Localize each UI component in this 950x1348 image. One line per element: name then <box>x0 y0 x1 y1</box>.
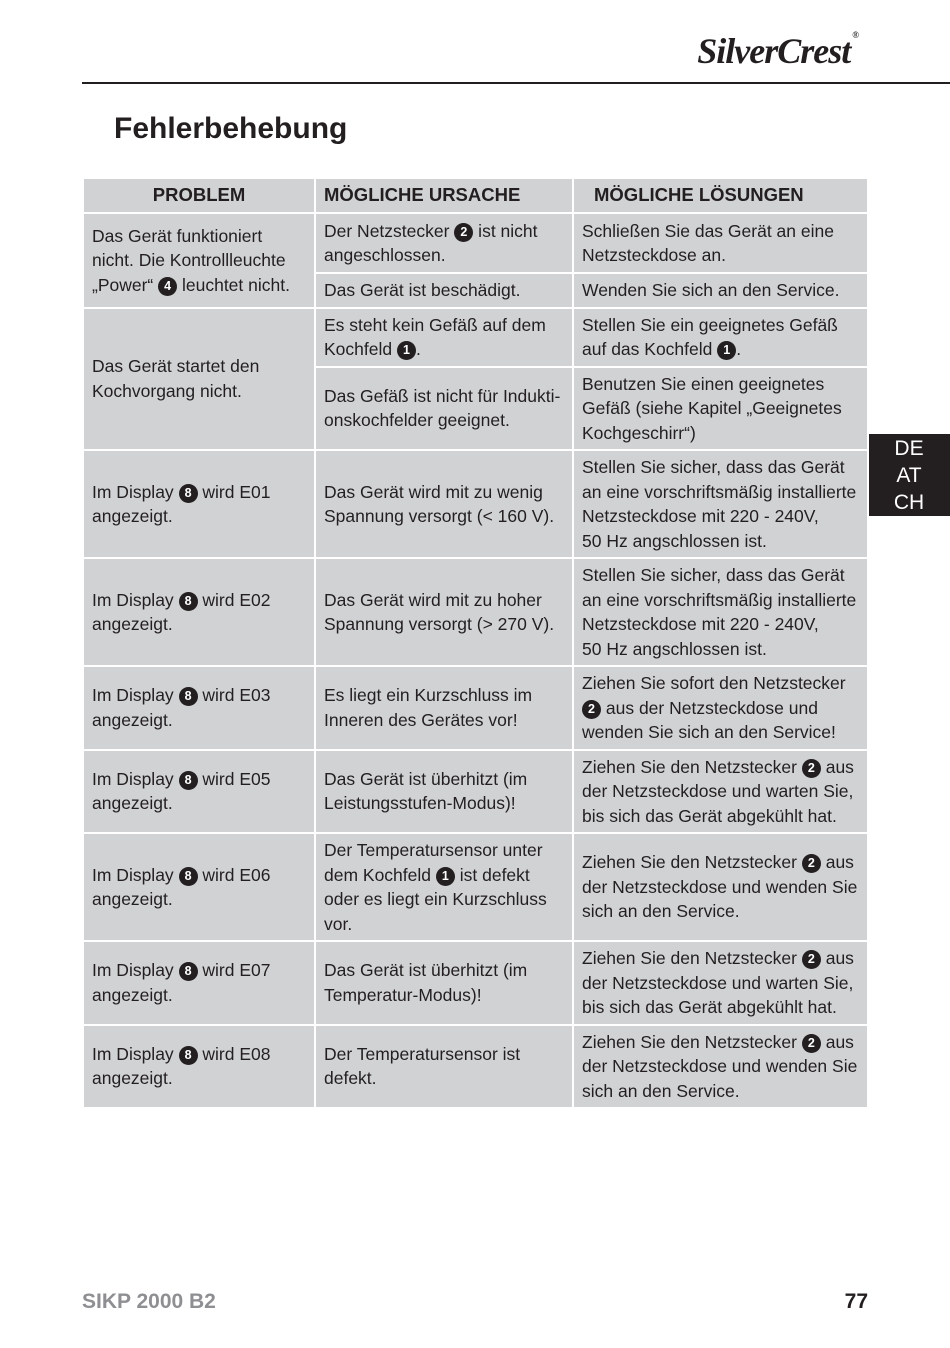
reference-number-icon: 1 <box>436 867 455 886</box>
cell-text: wird E05 angezeigt. <box>92 768 271 814</box>
table-row <box>83 558 868 666</box>
cell-text: Schließen Sie das Gerät an eine Netzsteckdose an. <box>582 220 834 265</box>
reference-number-icon: 8 <box>179 771 198 790</box>
cause-cell <box>315 666 573 750</box>
page-number: 77 <box>844 1290 868 1313</box>
cell-text: Das Gerät startet den Kochvorgang nicht. <box>92 356 260 401</box>
cause-text <box>324 1042 564 1091</box>
solution-text <box>582 219 859 268</box>
cell-text: aus der Netzsteckdose und wenden Sie sich an den Service. <box>582 852 858 922</box>
cell-text: Das Gerät ist überhitzt (im Temperatur-Modus)! <box>324 960 528 1005</box>
solution-text <box>582 563 859 661</box>
registered-mark: ® <box>852 30 858 40</box>
cell-text: Das Gerät ist beschädigt. <box>324 280 521 300</box>
problem-text <box>92 958 306 1007</box>
cause-cell <box>315 367 573 451</box>
cell-text: . <box>736 339 742 359</box>
solution-cell <box>573 666 868 750</box>
cause-text <box>324 588 564 637</box>
cell-text: Es steht kein Gefäß auf dem Kochfeld <box>324 314 546 359</box>
solution-cell <box>573 308 868 367</box>
cell-text: leuchtet nicht. <box>177 274 290 295</box>
table-row <box>83 1025 868 1109</box>
reference-number-icon: 1 <box>717 341 736 360</box>
reference-number-icon: 8 <box>179 592 198 611</box>
cell-text: wird E07 angezeigt. <box>92 960 271 1005</box>
solution-text <box>582 372 859 446</box>
cause-text <box>324 278 564 303</box>
cause-cell <box>315 833 573 941</box>
cell-text: Im Display <box>92 1043 179 1064</box>
cell-text: wird E03 angezeigt. <box>92 685 271 730</box>
cell-text: Im Display <box>92 589 179 610</box>
problem-cell <box>83 450 315 558</box>
cause-text <box>324 384 564 433</box>
solution-cell <box>573 273 868 308</box>
cell-text: Es liegt ein Kurzschluss im Inneren des Gerätes vor! <box>324 685 533 730</box>
problem-cell <box>83 941 315 1025</box>
table-row <box>83 666 868 750</box>
cause-cell <box>315 308 573 367</box>
cell-text: Das Gerät wird mit zu wenig Spannung versorgt (< 160 V). <box>324 481 555 526</box>
reference-number-icon: 2 <box>454 223 473 242</box>
lang-at: AT <box>896 463 922 487</box>
solution-cell <box>573 941 868 1025</box>
table-row <box>83 213 868 273</box>
solution-cell <box>573 1025 868 1109</box>
problem-text <box>92 767 306 816</box>
cell-text: . <box>415 339 421 359</box>
reference-number-icon: 8 <box>179 962 198 981</box>
cell-text: ist defekt oder es liegt ein Kurzschluss vor. <box>324 864 547 934</box>
reference-number-icon: 2 <box>582 700 601 719</box>
cell-text: Benutzen Sie einen geeignetes Gefäß (siehe Kapitel „Geeignetes Kochgeschirr“) <box>582 373 842 443</box>
cause-cell <box>315 558 573 666</box>
problem-text <box>92 354 306 403</box>
solution-cell <box>573 558 868 666</box>
cell-text: wird E01 angezeigt. <box>92 481 271 526</box>
cell-text: Der Temperatursensor ist defekt. <box>324 1043 521 1089</box>
reference-number-icon: 8 <box>179 1046 198 1065</box>
cell-text: Im Display <box>92 864 179 885</box>
problem-cell <box>83 558 315 666</box>
solution-text <box>582 278 859 303</box>
table-row <box>83 450 868 558</box>
table-row <box>83 941 868 1025</box>
solution-cell <box>573 213 868 273</box>
reference-number-icon: 8 <box>179 867 198 886</box>
reference-number-icon: 2 <box>802 759 821 778</box>
lang-de: DE <box>894 436 924 460</box>
cell-text: wird E02 angezeigt. <box>92 589 271 634</box>
solution-text <box>582 946 859 1020</box>
solution-text <box>582 1030 859 1104</box>
reference-number-icon: 8 <box>179 687 198 706</box>
cell-text: Der Netzstecker <box>324 220 455 241</box>
cell-text: Das Gerät funktioniert nicht. Die Kontrollleuchte „Power“ <box>92 225 286 295</box>
solution-text <box>582 313 859 362</box>
cause-cell <box>315 1025 573 1109</box>
table-row <box>83 833 868 941</box>
cell-text: Ziehen Sie den Netzstecker <box>582 756 802 777</box>
header-solution: MÖGLICHE LÖSUNGEN <box>573 178 868 213</box>
cause-cell <box>315 750 573 834</box>
cell-text: wird E08 angezeigt. <box>92 1043 271 1089</box>
cell-text: Ziehen Sie den Netzstecker <box>582 948 802 968</box>
cause-text <box>324 767 564 816</box>
problem-text <box>92 588 306 637</box>
problem-cell <box>83 750 315 834</box>
cause-text <box>324 219 564 268</box>
solution-cell <box>573 450 868 558</box>
problem-text <box>92 1042 306 1091</box>
cell-text: Der Temperatursensor unter dem Kochfeld <box>324 840 543 885</box>
cause-text <box>324 480 564 529</box>
reference-number-icon: 1 <box>397 341 416 360</box>
header-rule <box>82 82 950 84</box>
table-row <box>83 308 868 367</box>
problem-cell <box>83 666 315 750</box>
cause-text <box>324 838 564 936</box>
solution-cell <box>573 750 868 834</box>
cell-text: Ziehen Sie den Netzstecker <box>582 1031 802 1052</box>
solution-cell <box>573 833 868 941</box>
cell-text: aus der Netzsteckdose und warten Sie, bis sich das Gerät abgekühlt hat. <box>582 756 854 826</box>
cell-text: Stellen Sie sicher, dass das Gerät an eine vorschriftsmäßig installierte Netzsteckdose mit 220 - 240V, 50 Hz angschlossen ist. <box>582 565 857 659</box>
table-body <box>83 213 868 1108</box>
problem-text <box>92 224 306 298</box>
table-row <box>83 750 868 834</box>
cell-text: aus der Netzsteckdose und wenden Sie sich an den Service. <box>582 1031 858 1101</box>
cell-text: Ziehen Sie den Netzstecker <box>582 852 802 873</box>
problem-cell <box>83 308 315 451</box>
troubleshooting-table <box>82 177 869 1109</box>
problem-text <box>92 683 306 732</box>
cell-text: Wenden Sie sich an den Service. <box>582 280 840 300</box>
brand-logo <box>697 30 858 72</box>
cell-text: aus der Netzsteckdose und warten Sie, bis sich das Gerät abgekühlt hat. <box>582 948 854 1017</box>
page-title: Fehlerbehebung <box>114 112 348 145</box>
problem-cell <box>83 213 315 308</box>
cause-text <box>324 313 564 362</box>
cell-text: Im Display <box>92 481 179 502</box>
cause-text <box>324 958 564 1007</box>
problem-text <box>92 863 306 912</box>
language-tab <box>868 434 950 516</box>
reference-number-icon: 4 <box>158 277 177 296</box>
cell-text: Das Gerät wird mit zu hoher Spannung versorgt (> 270 V). <box>324 589 555 634</box>
solution-text <box>582 755 859 829</box>
cause-cell <box>315 450 573 558</box>
reference-number-icon: 2 <box>802 1034 821 1053</box>
cause-cell <box>315 273 573 308</box>
lang-ch: CH <box>893 490 925 514</box>
solution-text <box>582 671 859 745</box>
reference-number-icon: 2 <box>802 950 821 969</box>
cell-text: Im Display <box>92 768 179 789</box>
reference-number-icon: 2 <box>802 854 821 873</box>
cause-cell <box>315 941 573 1025</box>
cell-text: Stellen Sie sicher, dass das Gerät an eine vorschriftsmäßig installierte Netzsteckdose mit 220 - 240V, 50 Hz angschlossen ist. <box>582 457 857 551</box>
cell-text: ist nicht angeschlossen. <box>324 220 538 265</box>
cell-text: Das Gefäß ist nicht für Indukti- onskochfelder geeignet. <box>324 385 561 431</box>
cell-text: Das Gerät ist überhitzt (im Leistungsstufen-Modus)! <box>324 768 528 814</box>
solution-text <box>582 850 859 924</box>
cause-cell <box>315 213 573 273</box>
problem-cell <box>83 1025 315 1109</box>
cell-text: aus der Netzsteckdose und wenden Sie sich an den Service! <box>582 697 836 742</box>
problem-cell <box>83 833 315 941</box>
reference-number-icon: 8 <box>179 484 198 503</box>
cell-text: wird E06 angezeigt. <box>92 864 271 909</box>
model-number: SIKP 2000 B2 <box>82 1290 216 1313</box>
cell-text: Ziehen Sie sofort den Netzstecker <box>582 673 846 693</box>
header-problem: PROBLEM <box>83 178 315 213</box>
header-cause: MÖGLICHE URSACHE <box>315 178 573 213</box>
brand-name: SilverCrest <box>697 31 851 71</box>
cell-text: Im Display <box>92 685 179 706</box>
solution-text <box>582 455 859 553</box>
cause-text <box>324 683 564 732</box>
problem-text <box>92 480 306 529</box>
cell-text: Stellen Sie ein geeignetes Gefäß auf das Kochfeld <box>582 314 838 359</box>
cell-text: Im Display <box>92 960 179 981</box>
solution-cell <box>573 367 868 451</box>
table-header-row <box>83 178 868 213</box>
